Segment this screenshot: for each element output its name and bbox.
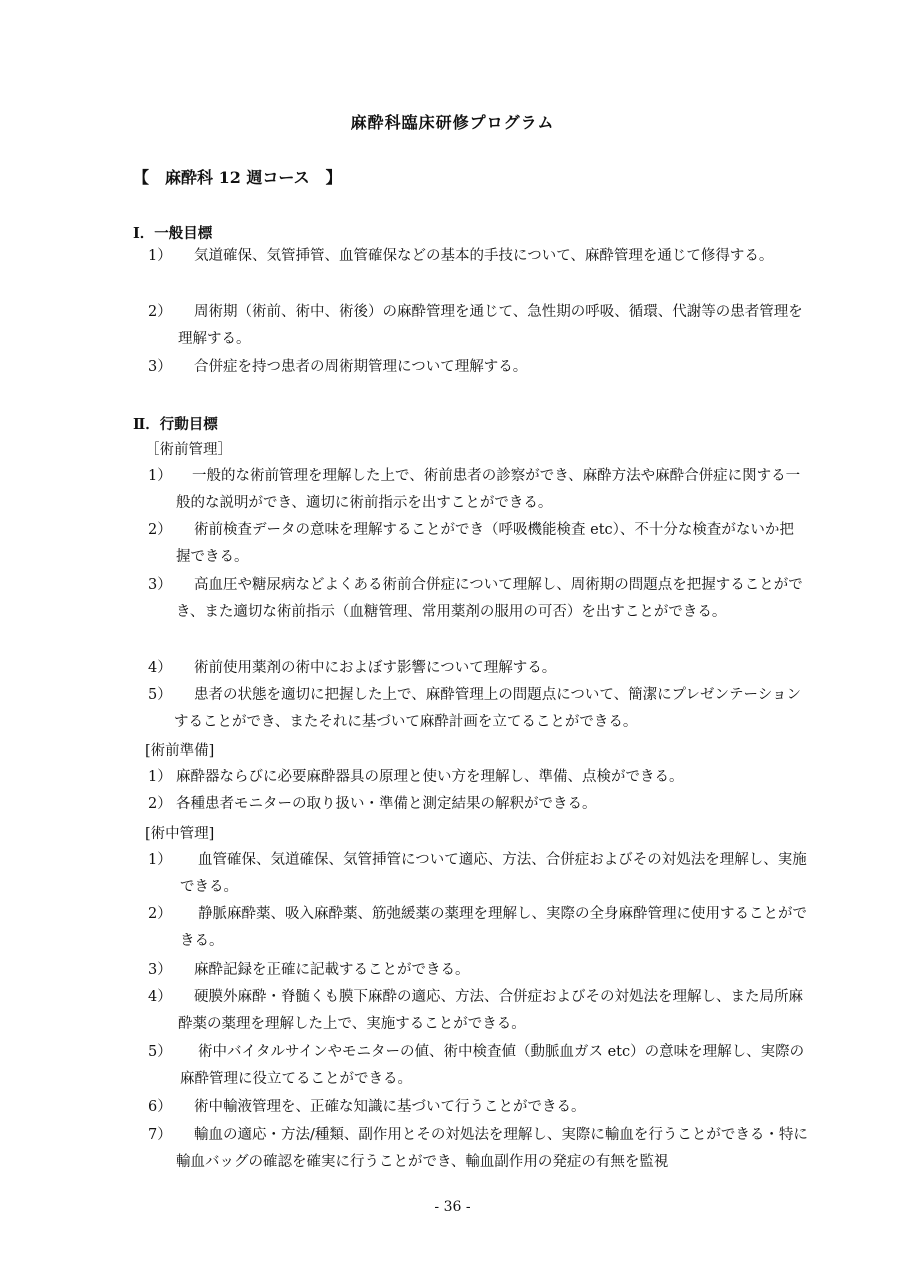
list-item bbox=[148, 655, 808, 682]
item-number: 2） bbox=[148, 304, 172, 320]
item-number: 5） bbox=[148, 1044, 172, 1060]
item-text: 術前使用薬剤の術中におよぼす影響について理解する。 bbox=[194, 660, 557, 676]
item-number: 1） bbox=[148, 852, 172, 868]
list-item bbox=[148, 463, 808, 517]
item-number: 7） bbox=[148, 1127, 172, 1143]
list-item bbox=[148, 791, 808, 818]
item-text: 各種患者モニターの取り扱い・準備と測定結果の解釈ができる。 bbox=[176, 796, 597, 812]
item-text: 麻酔器ならびに必要麻酔器具の原理と使い方を理解し、準備、点検ができる。 bbox=[176, 769, 684, 785]
list-item bbox=[148, 1039, 808, 1093]
subsection-label-preop-management: ［術前管理］ bbox=[145, 442, 232, 458]
item-number: 1） bbox=[148, 248, 172, 264]
item-text: 患者の状態を適切に把握した上で、麻酔管理上の問題点について、簡潔にプレゼンテーションすることができ、またそれに基づいて麻酔計画を立てることができる。 bbox=[174, 687, 801, 730]
item-text: 術前検査データの意味を理解することができ（呼吸機能検査 etc）、不十分な検査がないか把握できる。 bbox=[176, 522, 794, 565]
section-heading-behavior-goals: Ⅱ．行動目標 bbox=[133, 416, 218, 433]
section-heading-general-goals: Ⅰ．一般目標 bbox=[133, 225, 213, 242]
item-text: 硬膜外麻酔・脊髄くも膜下麻酔の適応、方法、合併症およびその対処法を理解し、また局所麻酔薬の薬理を理解した上で、実施することができる。 bbox=[178, 989, 803, 1032]
list-item bbox=[148, 682, 808, 736]
item-number: 5） bbox=[148, 687, 172, 703]
list-item bbox=[148, 847, 808, 901]
item-number: 2） bbox=[148, 522, 172, 538]
list-item bbox=[148, 1122, 808, 1176]
item-number: 1） bbox=[148, 769, 172, 785]
item-number: 3） bbox=[148, 359, 172, 375]
subsection-label-preop-preparation: [術前準備] bbox=[145, 743, 215, 759]
subsection-label-intraop-management: [術中管理] bbox=[145, 826, 215, 842]
item-text: 一般的な術前管理を理解した上で、術前患者の診察ができ、麻酔方法や麻酔合併症に関する一般的な説明ができ、適切に術前指示を出すことができる。 bbox=[176, 468, 801, 511]
item-number: 4） bbox=[148, 660, 172, 676]
list-item bbox=[148, 984, 808, 1038]
item-number: 2） bbox=[148, 796, 172, 812]
list-item bbox=[148, 354, 808, 381]
item-text: 合併症を持つ患者の周術期管理について理解する。 bbox=[194, 359, 528, 375]
item-number: 2） bbox=[148, 906, 172, 922]
item-text: 気道確保、気管挿管、血管確保などの基本的手技について、麻酔管理を通じて修得する。 bbox=[194, 248, 774, 264]
list-item bbox=[148, 957, 808, 984]
list-item bbox=[148, 299, 808, 353]
item-text: 術中輸液管理を、正確な知識に基づいて行うことができる。 bbox=[194, 1099, 586, 1115]
item-text: 輸血の適応・方法/種類、副作用とその対処法を理解し、実際に輸血を行うことができる・特に輸血バッグの確認を確実に行うことができ、輸血副作用の発症の有無を監視 bbox=[176, 1127, 808, 1170]
list-item bbox=[148, 243, 808, 270]
item-text: 麻酔記録を正確に記載することができる。 bbox=[194, 962, 470, 978]
item-number: 3） bbox=[148, 577, 172, 593]
item-text: 周術期（術前、術中、術後）の麻酔管理を通じて、急性期の呼吸、循環、代謝等の患者管理を理解する。 bbox=[178, 304, 803, 347]
item-text: 血管確保、気道確保、気管挿管について適応、方法、合併症およびその対処法を理解し、実施できる。 bbox=[180, 852, 807, 895]
page-number: - 36 - bbox=[434, 1199, 471, 1215]
item-text: 静脈麻酔薬、吸入麻酔薬、筋弛緩薬の薬理を理解し、実際の全身麻酔管理に使用することができる。 bbox=[180, 906, 807, 949]
item-number: 1） bbox=[148, 468, 172, 484]
item-number: 6） bbox=[148, 1099, 172, 1115]
item-text: 高血圧や糖尿病などよくある術前合併症について理解し、周術期の問題点を把握することができ、また適切な術前指示（血糖管理、常用薬剤の服用の可否）を出すことができる。 bbox=[176, 577, 803, 620]
item-number: 3） bbox=[148, 962, 172, 978]
list-item bbox=[148, 572, 808, 626]
list-item bbox=[148, 517, 808, 571]
item-number: 4） bbox=[148, 989, 172, 1005]
list-item bbox=[148, 901, 808, 955]
page-title: 麻酔科臨床研修プログラム bbox=[350, 113, 555, 132]
list-item bbox=[148, 1094, 808, 1121]
item-text: 術中バイタルサインやモニターの値、術中検査値（動脈血ガス etc）の意味を理解し、実際の麻酔管理に役立てることができる。 bbox=[180, 1044, 805, 1087]
list-item bbox=[148, 764, 808, 791]
course-heading: 【 麻酔科 12 週コース 】 bbox=[133, 168, 342, 187]
